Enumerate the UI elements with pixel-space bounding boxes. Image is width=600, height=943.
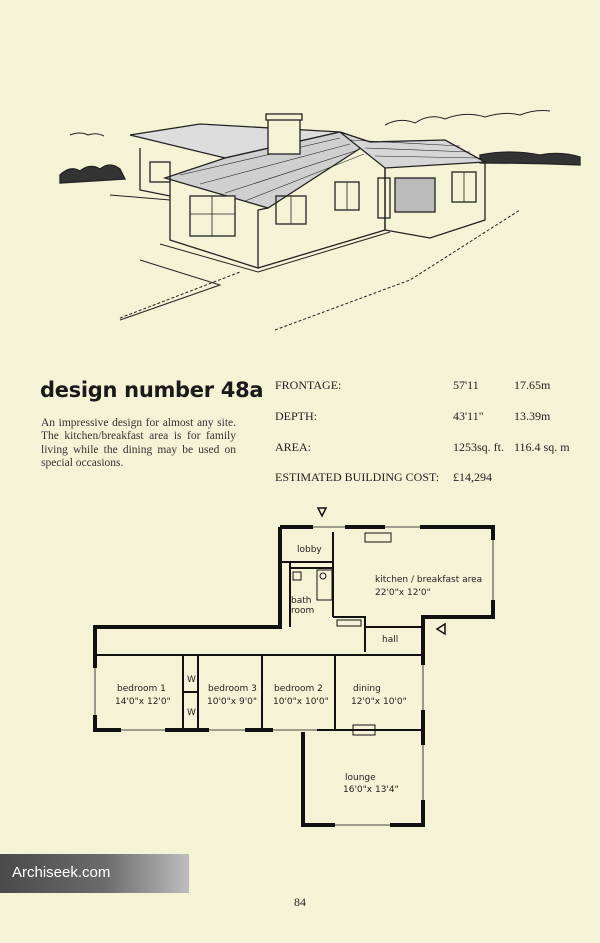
design-description: An impressive design for almost any site. The kitchen/breakfast area is for family living while the dining may be used on special occasions. xyxy=(41,417,236,469)
room-bedroom-2: bedroom 2 xyxy=(274,684,323,694)
spec-imperial: 1253sq. ft. xyxy=(453,440,504,454)
room-lounge-size: 16'0"x 13'4" xyxy=(343,785,399,795)
watermark-text: Archiseek.com xyxy=(12,864,111,881)
spec-label: DEPTH: xyxy=(275,409,317,423)
room-bedroom-3-size: 10'0"x 9'0" xyxy=(207,697,258,707)
design-title: design number 48a xyxy=(40,378,264,402)
spec-imperial: 57'11 xyxy=(453,378,479,392)
wardrobe-label: W xyxy=(187,675,196,685)
room-hall: hall xyxy=(382,635,399,645)
spec-label: AREA: xyxy=(275,440,311,454)
room-bedroom-2-size: 10'0"x 10'0" xyxy=(273,697,329,707)
spec-metric: 13.39m xyxy=(514,409,551,423)
spec-cost-value: £14,294 xyxy=(453,470,492,484)
watermark-banner xyxy=(0,854,189,893)
house-sketch xyxy=(40,60,600,360)
room-bath-2: room xyxy=(291,606,315,616)
room-bedroom-1-size: 14'0"x 12'0" xyxy=(115,697,171,707)
spec-metric: 17.65m xyxy=(514,378,551,392)
room-dining: dining xyxy=(353,684,381,694)
spec-imperial: 43'11" xyxy=(453,409,484,423)
floor-plan xyxy=(85,500,500,840)
room-dining-size: 12'0"x 10'0" xyxy=(351,697,407,707)
room-kitchen: kitchen / breakfast area xyxy=(375,575,483,585)
page-number: 84 xyxy=(294,895,306,909)
room-kitchen-size: 22'0"x 12'0" xyxy=(375,588,431,598)
spec-label: FRONTAGE: xyxy=(275,378,342,392)
room-bath: bath xyxy=(291,596,312,606)
room-bedroom-3: bedroom 3 xyxy=(208,684,257,694)
room-lobby: lobby xyxy=(297,545,322,555)
spec-label: ESTIMATED BUILDING COST: xyxy=(275,470,440,484)
wardrobe-label: W xyxy=(187,708,196,718)
room-lounge: lounge xyxy=(345,773,376,783)
spec-metric: 116.4 sq. m xyxy=(514,440,570,454)
room-bedroom-1: bedroom 1 xyxy=(117,684,166,694)
